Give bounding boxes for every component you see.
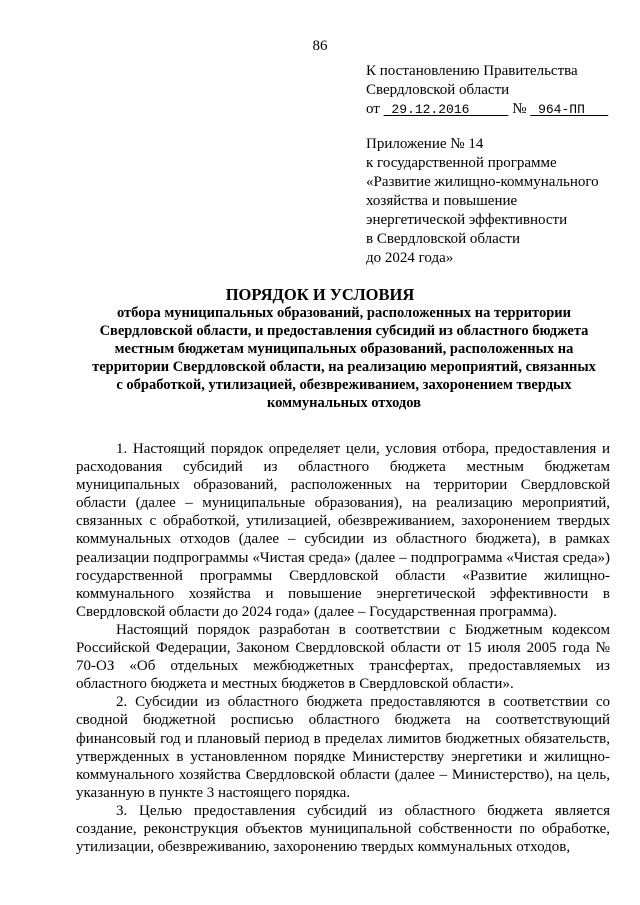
appendix-line-2: к государственной программе [366, 155, 557, 171]
paragraph-3: 2. Субсидии из областного бюджета предоставляются в соответствии со сводной бюджетной росписью областного бюджета на соответствующий финансовый год и плановый период в пределах лимитов бюджетных обязательств, утвержденных в установленном порядке Министерству энергетики и жилищно-коммунального хозяйства Свердловской области (далее – Министерство), на цель, указанную в пункте 3 настоящего порядка. [76, 694, 610, 801]
resolution-header [366, 62, 626, 268]
subtitle-line: с обработкой, утилизацией, обезвреживанием, захоронением твердых [116, 377, 572, 393]
appendix-line-1: Приложение № 14 [366, 136, 484, 152]
resolution-number: 964-ПП [538, 102, 585, 117]
appendix-line-7: до 2024 года» [366, 250, 454, 266]
paragraph-2: Настоящий порядок разработан в соответствии с Бюджетным кодексом Российской Федерации, Законом Свердловской области от 15 июля 2005 года № 70-ОЗ «Об отдельных межбюджетных трансфертах, предоставляемых из областного бюджета и местных бюджетов в Свердловской области». [76, 621, 610, 693]
date-prefix: от [366, 101, 380, 117]
page-number: 86 [312, 38, 328, 54]
paragraph-4: 3. Целью предоставления субсидий из областного бюджета является создание, реконструкция объектов муниципальной собственности по обработке, утилизации, обезвреживанию, захоронению твердых коммунальных отходов, [76, 802, 610, 856]
appendix-line-6: в Свердловской области [366, 231, 521, 247]
appendix-line-4: хозяйства и повышение [366, 193, 518, 209]
subtitle-line: местным бюджетам муниципальных образований, расположенных на [114, 341, 574, 357]
resolution-date: 29.12.2016 [391, 102, 470, 117]
appendix-line-3: «Развитие жилищно-коммунального [366, 174, 599, 190]
subtitle-line: отбора муниципальных образований, расположенных на территории [117, 305, 571, 321]
document-subtitle [80, 304, 608, 412]
appendix-line-5: энергетической эффективности [366, 212, 568, 228]
subtitle-line: территории Свердловской области, на реализацию мероприятий, связанных [92, 359, 596, 375]
resolution-date-line [366, 100, 626, 119]
subtitle-line: Свердловской области, и предоставления субсидий из областного бюджета [99, 323, 589, 339]
number-prefix: № [512, 101, 527, 117]
subtitle-line: коммунальных отходов [267, 395, 421, 411]
document-title: ПОРЯДОК И УСЛОВИЯ [225, 285, 415, 304]
document-body [76, 440, 610, 856]
paragraph-1: 1. Настоящий порядок определяет цели, условия отбора, предоставления и расходования субсидий из областного бюджета местным бюджетам муниципальных образований, расположенных на территории Свердловской области (далее – муниципальные образования), на реализацию мероприятий, связанных с обработкой, утилизацией, обезвреживанием, захоронением твердых коммунальных отходов (далее – субсидии из областного бюджета), в рамках реализации подпрограммы «Чистая среда» (далее – подпрограмма «Чистая среда») государственной программы Свердловской области «Развитие жилищно-коммунального хозяйства и повышение энергетической эффективности в Свердловской области до 2024 года» (далее – Государственная программа). [76, 441, 610, 620]
header-line-1: К постановлению Правительства [366, 63, 578, 79]
header-line-2: Свердловской области [366, 82, 510, 98]
